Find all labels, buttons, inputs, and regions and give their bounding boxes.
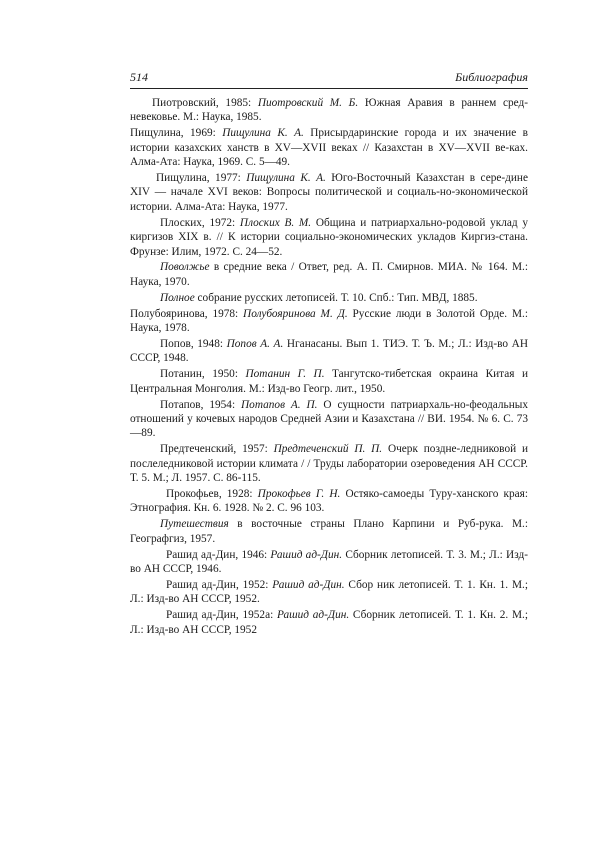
bibliography-entry xyxy=(130,548,528,577)
entry-author: Плоских В. М. xyxy=(239,216,312,229)
bibliography-list xyxy=(130,96,528,639)
entry-author: Пиотровский М. Б. xyxy=(257,97,359,109)
entry-citation-key: Пиотровский, 1985: xyxy=(152,97,258,109)
entry-text: Община и патриархально-родовой уклад у киргизов XIX в. // К истории социально-экономических укладов Киргиз-стана. Фрунзе: Илим, 1972. С. 24—52. xyxy=(130,216,528,258)
entry-citation-key: Предтеченский, 1957: xyxy=(160,443,274,456)
bibliography-entry xyxy=(130,260,528,289)
entry-text: Остяко-самоеды Туру-ханского края: Этнография. Кн. 6. 1928. № 2. С. 96 103. xyxy=(130,488,529,515)
entry-text: О сущности патриархаль-но-феодальных отношений у кочевых народов Средней Азии и Казахстана // ВИ. 1954. № 6. С. 73—89. xyxy=(130,398,528,440)
entry-author: Пищулина К. А. xyxy=(246,172,326,185)
entry-text: Сборник летописей. Т. 1. Кн. 2. М.; Л.: Изд-во АН СССР, 1952 xyxy=(130,609,528,636)
bibliography-entry xyxy=(130,291,528,305)
entry-author: Полубояринова М. Д. xyxy=(243,307,348,320)
header-rule xyxy=(130,88,528,89)
bibliography-entry xyxy=(130,442,528,485)
section-title: Библиография xyxy=(455,70,528,84)
bibliography-entry xyxy=(130,578,528,607)
entry-author: Прокофьев Г. Н. xyxy=(257,488,341,501)
bibliography-entry xyxy=(130,517,528,546)
entry-text: Тангутско-тибетская окраина Китая и Центральная Монголия. М.: Изд-во Геогр. лит., 1950. xyxy=(130,368,528,395)
entry-text: Очерк поздне-ледниковой и послеледниковой истории климата / / Труды лаборатории озероведения АН СССР. Т. 5. М.; Л. 1957. С. 86-115. xyxy=(130,443,528,485)
bibliography-entry xyxy=(130,96,528,125)
entry-author: Попов А. А. xyxy=(226,338,284,350)
entry-text: Южная Аравия в раннем сред-невековье. М.: Наука, 1985. xyxy=(130,97,528,124)
entry-author: Рашид ад-Дин. xyxy=(272,579,345,591)
entry-author: Рашид ад-Дин. xyxy=(270,548,343,561)
entry-citation-key: Рашид ад-Дин, 1946: xyxy=(166,548,271,561)
entry-text: Нганасаны. Вып 1. ТИЭ. Т. Ъ. М.; Л.: Изд-во АН СССР, 1948. xyxy=(130,338,528,365)
entry-citation-key: Потанин, 1950: xyxy=(160,368,246,381)
entry-citation-key: Рашид ад-Дин, 1952а: xyxy=(166,609,277,622)
entry-text: в средние века / Ответ, ред. А. П. Смирнов. МИА. № 164. М.: Наука, 1970. xyxy=(130,261,528,288)
entry-citation-key: Пищулина, 1977: xyxy=(156,172,247,185)
bibliography-entry xyxy=(130,126,528,169)
bibliography-entry xyxy=(130,171,528,214)
entry-text: Присырдаринские города и их значение в истории казахских ханств в XV—XVII веках // Казахстан в XV—XVII ве-ках. Алма-Ата: Наука, 1969. С. 5—49. xyxy=(130,127,528,169)
entry-citation-key: Попов, 1948: xyxy=(160,338,227,350)
page-number: 514 xyxy=(130,70,148,84)
bibliography-entry xyxy=(130,337,528,366)
entry-text: в восточные страны Плано Карпини и Руб-рука. М.: Географгиз, 1957. xyxy=(130,518,528,545)
entry-author: Путешествия xyxy=(160,518,229,531)
entry-author: Предтеченский П. П. xyxy=(273,443,383,456)
bibliography-entry xyxy=(130,398,528,441)
entry-citation-key: Полубояринова, 1978: xyxy=(130,307,244,320)
running-header xyxy=(130,70,528,88)
entry-text: собрание русских летописей. Т. 10. Спб.: Тип. МВД, 1885. xyxy=(194,291,478,304)
bibliography-entry xyxy=(130,367,528,396)
bibliography-entry xyxy=(130,608,528,637)
entry-citation-key: Рашид ад-Дин, 1952: xyxy=(166,579,273,591)
entry-citation-key: Плоских, 1972: xyxy=(160,216,240,229)
bibliography-entry xyxy=(130,487,528,516)
entry-author: Рашид ад-Дин. xyxy=(276,609,350,622)
entry-text: Русские люди в Золотой Орде. М.: Наука, 1978. xyxy=(130,307,528,335)
entry-citation-key: Пищулина, 1969: xyxy=(130,127,223,140)
entry-text: Сбор ник летописей. Т. 1. Кн. 1. М.; Л.: Изд-во АН СССР, 1952. xyxy=(130,579,528,606)
entry-author: Пищулина К. А. xyxy=(222,127,304,140)
bibliography-entry xyxy=(130,307,528,336)
entry-citation-key: Потапов, 1954: xyxy=(160,398,242,411)
bibliography-entry xyxy=(130,216,528,259)
entry-text: Сборник летописей. Т. 3. М.; Л.: Изд-во АН СССР, 1946. xyxy=(130,548,528,576)
entry-author: Поволжье xyxy=(160,261,210,274)
entry-text: Юго-Восточный Казахстан в сере-дине XIV — начале XVI веков: Вопросы политической и социаль-но-экономической истории. Алма-Ата: Наука, 1977. xyxy=(130,172,528,213)
entry-author: Полное xyxy=(160,291,195,304)
entry-citation-key: Прокофьев, 1928: xyxy=(166,488,258,501)
entry-author: Потапов А. П. xyxy=(241,398,318,411)
entry-author: Потанин Г. П. xyxy=(245,368,325,381)
